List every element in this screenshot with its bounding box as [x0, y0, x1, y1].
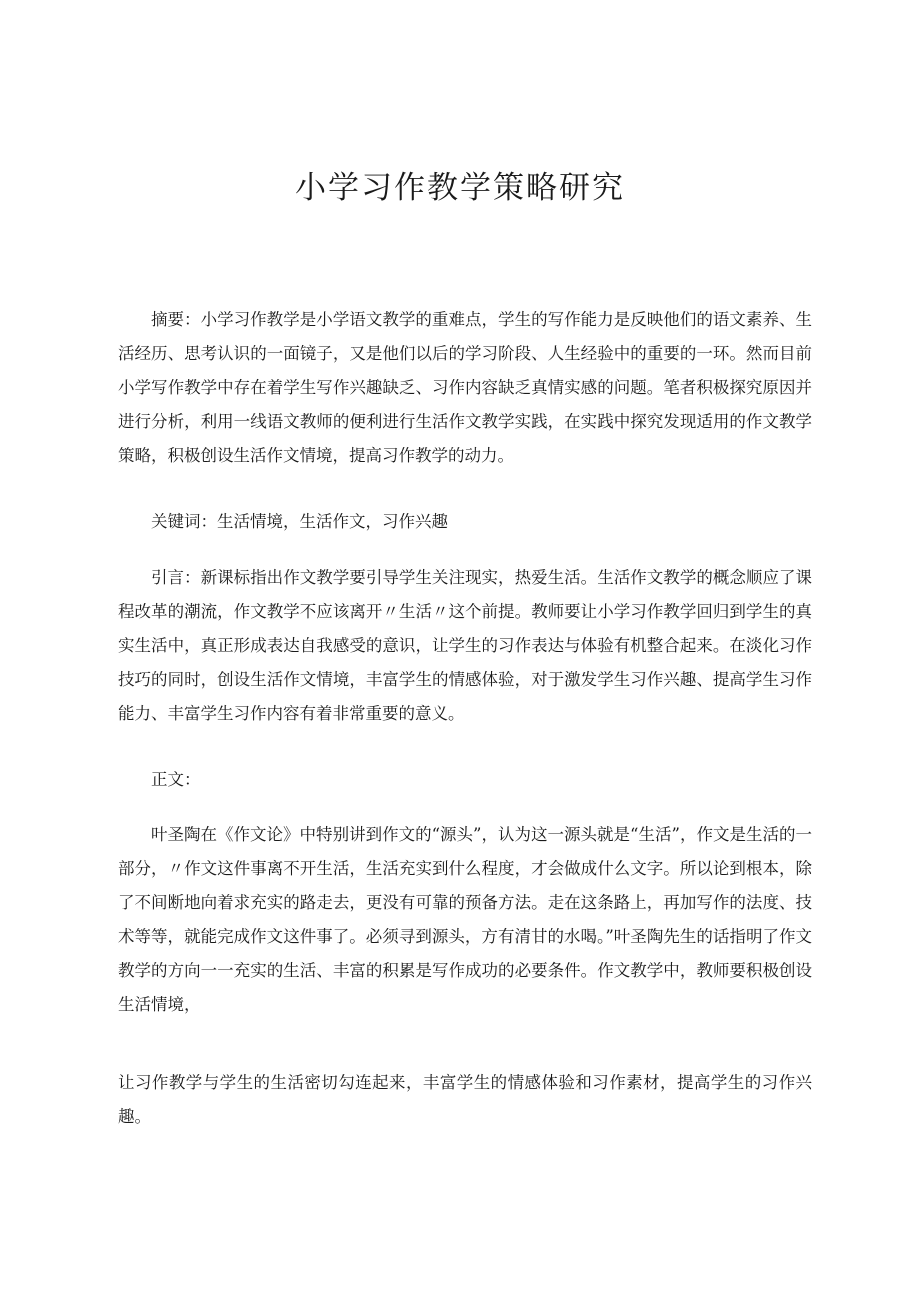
body-paragraph-1: 叶圣陶在《作文论》中特别讲到作文的“源头”，认为这一源头就是“生活”，作文是生活的一部分，〃作文这件事离不开生活，生活充实到什么程度，才会做成什么文字。所以论到根本，除了不间断地向着求充实的路走去，更没有可靠的预备方法。走在这条路上，再加写作的法度、技术等等，就能完成作文这件事了。必须寻到源头，方有清甘的水喝。”叶圣陶先生的话指明了作文教学的方向一一充实的生活、丰富的积累是写作成功的必要条件。作文教学中，教师要积极创设生活情境，: [118, 825, 812, 1014]
keywords-line: 关键词：生活情境，生活作文，习作兴趣: [151, 512, 448, 531]
intro-paragraph: 引言：新课标指出作文教学要引导学生关注现实，热爱生活。生活作文教学的概念顺应了课程改革的潮流，作文教学不应该离开〃生活〃这个前提。教师要让小学习作教学回归到学生的真实生活中，真正形成表达自我感受的意识，让学生的习作表达与体验有机整合起来。在淡化习作技巧的同时，创设生活作文情境，丰富学生的情感体验，对于激发学生习作兴趣、提高学生习作能力、丰富学生习作内容有着非常重要的意义。: [118, 568, 812, 723]
document-title: 小学习作教学策略研究: [295, 170, 625, 206]
body-paragraph-2: 让习作教学与学生的生活密切勾连起来，丰富学生的情感体验和习作素材，提高学生的习作兴趣。: [118, 1073, 812, 1126]
body-label: 正文：: [151, 770, 201, 789]
abstract-paragraph: 摘要：小学习作教学是小学语文教学的重难点，学生的写作能力是反映他们的语文素养、生活经历、思考认识的一面镜子，又是他们以后的学习阶段、人生经验中的重要的一环。然而目前小学写作教学中存在着学生写作兴趣缺乏、习作内容缺乏真情实感的问题。笔者积极探究原因并进行分析，利用一线语文教师的便利进行生活作文教学实践，在实践中探究发现适用的作文教学策略，积极创设生活作文情境，提高习作教学的动力。: [118, 310, 812, 465]
